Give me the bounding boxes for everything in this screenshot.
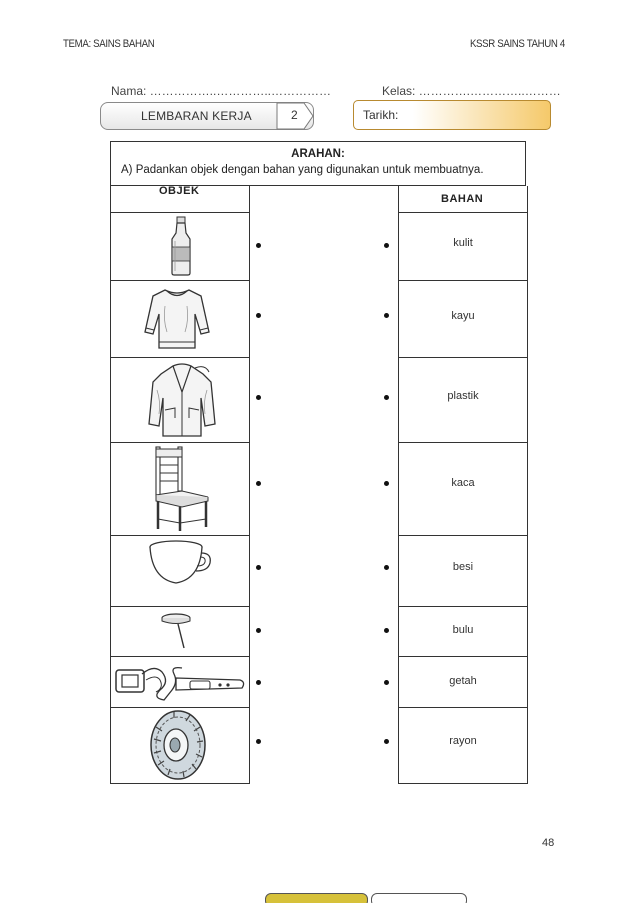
object-match-dot[interactable] — [256, 243, 261, 248]
date-label: Tarikh: — [363, 108, 399, 122]
material-label-rayon: rayon — [449, 735, 477, 747]
instructions-text: A) Padankan objek dengan bahan yang digunakan untuk membuatnya. — [121, 164, 484, 176]
bottle-icon — [166, 215, 196, 277]
object-match-dot[interactable] — [256, 680, 261, 685]
material-label-besi: besi — [452, 561, 474, 573]
material-label-getah: getah — [449, 675, 477, 687]
header-syllabus: KSSR SAINS TAHUN 4 — [470, 38, 565, 50]
material-label-bulu: bulu — [452, 624, 474, 636]
object-match-dot[interactable] — [256, 313, 261, 318]
worksheet-number: 2 — [291, 108, 298, 122]
object-match-dot[interactable] — [256, 565, 261, 570]
page-number: 48 — [542, 837, 555, 849]
date-field[interactable] — [353, 100, 551, 130]
column-header-objek: OBJEK — [159, 185, 200, 197]
material-label-kulit: kulit — [453, 237, 473, 249]
footer-tab-left[interactable] — [265, 893, 368, 903]
sweater-icon — [143, 286, 211, 352]
object-match-dot[interactable] — [256, 628, 261, 633]
class-field[interactable]: Kelas: ………….…………..……… — [382, 84, 561, 98]
name-field[interactable]: Nama: ……………..…………..…………… — [111, 84, 332, 98]
instructions-title: ARAHAN: — [291, 148, 345, 160]
worksheet-label: LEMBARAN KERJA — [141, 109, 252, 123]
material-match-dot[interactable] — [384, 628, 389, 633]
tire-icon — [148, 709, 208, 781]
material-match-dot[interactable] — [384, 565, 389, 570]
column-header-bahan: BAHAN — [441, 193, 484, 205]
cup-icon — [148, 539, 212, 587]
material-label-kaca: kaca — [451, 477, 475, 489]
material-match-dot[interactable] — [384, 395, 389, 400]
object-match-dot[interactable] — [256, 395, 261, 400]
material-match-dot[interactable] — [384, 739, 389, 744]
object-match-dot[interactable] — [256, 739, 261, 744]
object-match-dot[interactable] — [256, 481, 261, 486]
instructions-box — [110, 141, 526, 186]
belt-icon — [112, 660, 248, 704]
material-label-kayu: kayu — [451, 310, 475, 322]
footer-tab-right[interactable] — [371, 893, 467, 903]
thumbtack-icon — [156, 612, 198, 652]
worksheet-number-tab — [276, 102, 314, 130]
jacket-icon — [147, 362, 217, 440]
material-match-dot[interactable] — [384, 243, 389, 248]
material-match-dot[interactable] — [384, 680, 389, 685]
material-match-dot[interactable] — [384, 313, 389, 318]
header-theme: TEMA: SAINS BAHAN — [63, 38, 155, 50]
material-match-dot[interactable] — [384, 481, 389, 486]
material-label-plastik: plastik — [447, 390, 479, 402]
chair-icon — [148, 445, 212, 533]
